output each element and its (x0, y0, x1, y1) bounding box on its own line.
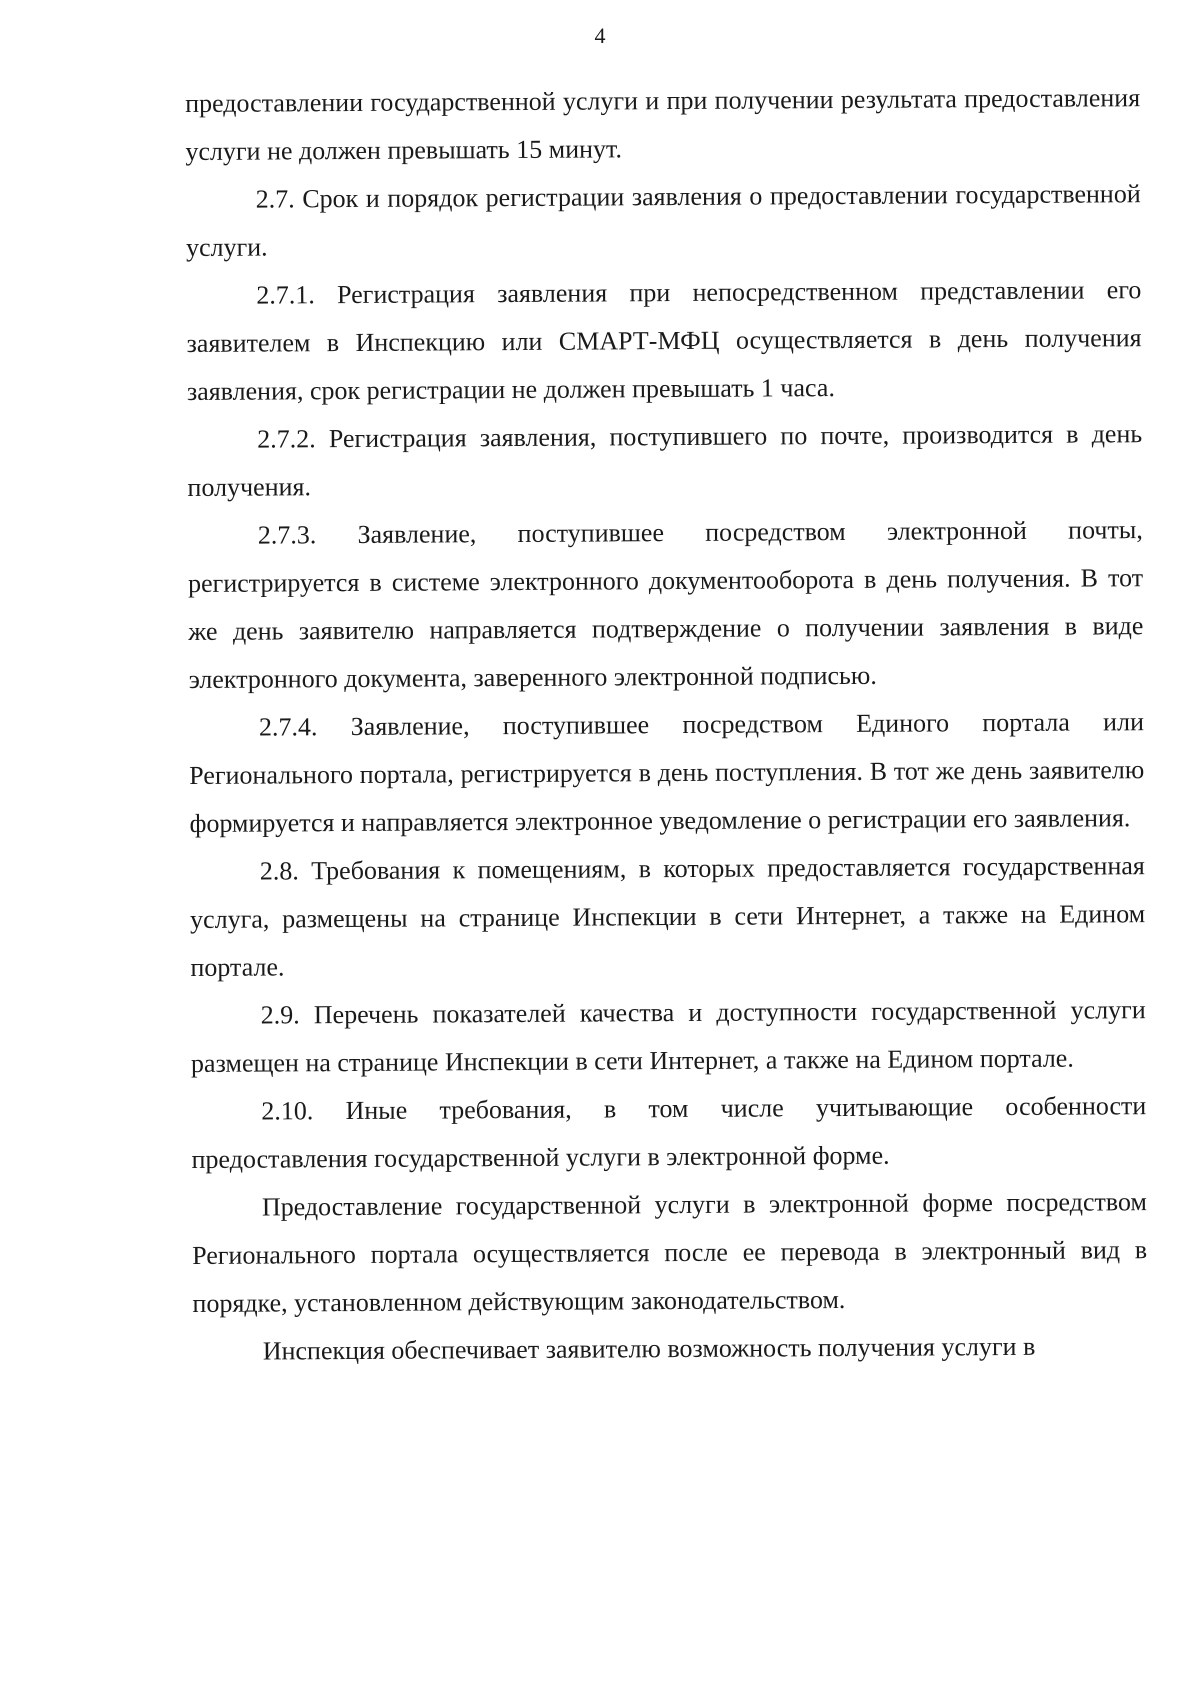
paragraph-inspection-provides: Инспекция обеспечивает заявителю возможность получения услуги в (262, 1331, 1036, 1366)
paragraph-electronic-form: Предоставление государственной услуги в электронной форме посредством Регионального портала осуществляется после ее перевода в электронный вид в порядке, установленном действующим законодательством. (192, 1187, 1148, 1318)
paragraph-2-7-2: 2.7.2. Регистрация заявления, поступившего по почте, производится в день получения. (187, 419, 1143, 502)
paragraph-2-8: 2.8. Требования к помещениям, в которых предоставляется государственная услуга, размещены на странице Инспекции в сети Интернет, а также на Едином портале. (190, 851, 1146, 982)
document-body (185, 74, 1148, 1376)
paragraph-2-7: 2.7. Срок и порядок регистрации заявления о предоставлении государственной услуги. (185, 179, 1141, 262)
paragraph-2-7-3: 2.7.3. Заявление, поступившее посредством электронной почты, регистрируется в системе электронного документооборота в день получения. В тот же день заявителю направляется подтверждение о получении заявления в виде электронного документа, заверенного электронной подписью. (187, 515, 1144, 694)
paragraph-2-7-1: 2.7.1. Регистрация заявления при непосредственном представлении его заявителем в Инспекцию или СМАРТ-МФЦ осуществляется в день получения заявления, срок регистрации не должен превышать 1 часа. (186, 275, 1142, 406)
page-number: 4 (594, 23, 606, 48)
paragraph-continuation: предоставлении государственной услуги и при получении результата предоставления услуги не должен превышать 15 минут. (185, 83, 1141, 166)
paragraph-2-9: 2.9. Перечень показателей качества и доступности государственной услуги размещен на странице Инспекции в сети Интернет, а также на Едином портале. (190, 995, 1146, 1078)
paragraph-2-10: 2.10. Иные требования, в том числе учитывающие особенности предоставления государственной услуги в электронной форме. (191, 1091, 1147, 1174)
paragraph-2-7-4: 2.7.4. Заявление, поступившее посредством Единого портала или Регионального портала, регистрируется в день поступления. В тот же день заявителю формируется и направляется электронное уведомление о регистрации его заявления. (189, 707, 1145, 838)
